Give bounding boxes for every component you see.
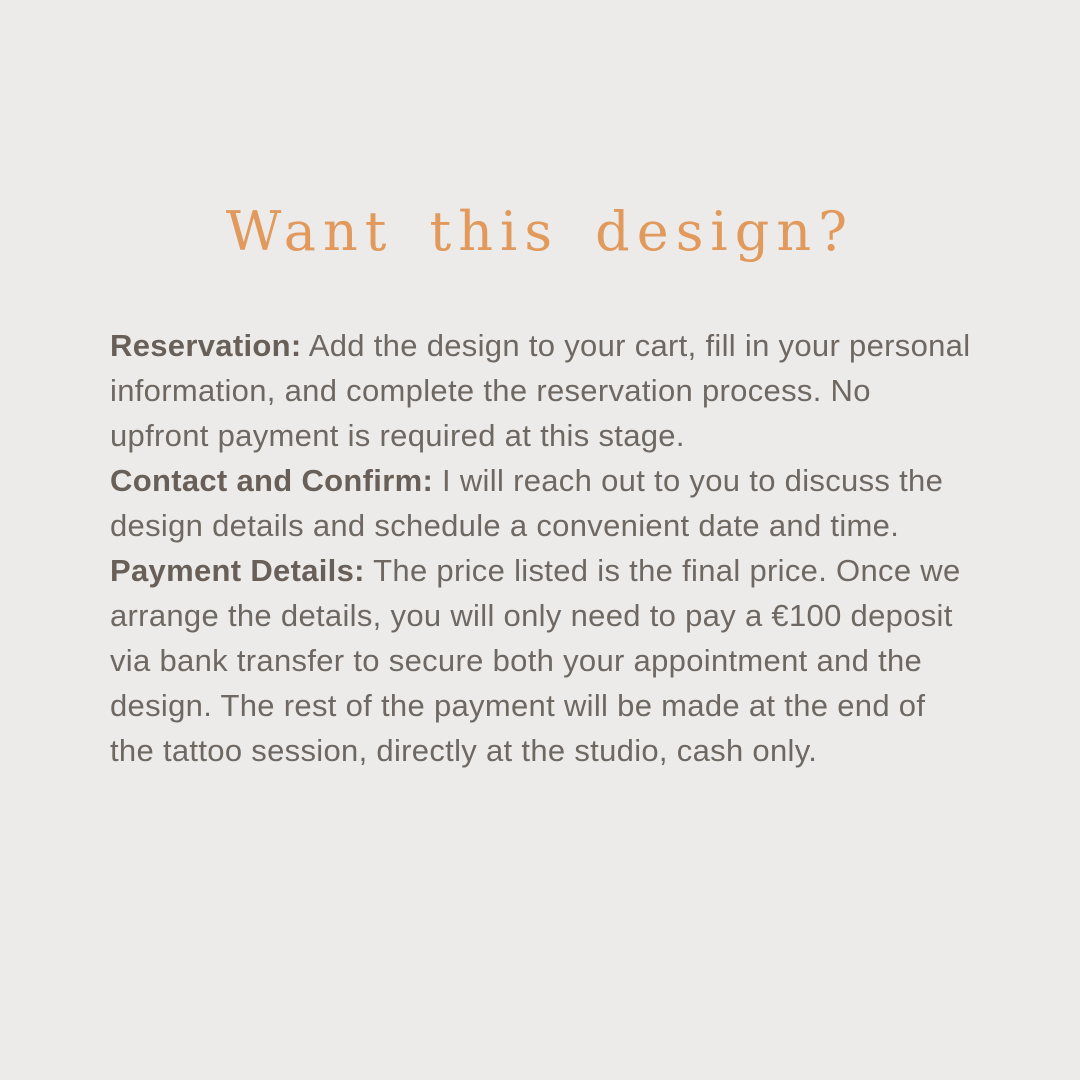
page-title: Want this design? [225, 200, 855, 263]
section-payment-details-label: Payment Details: [110, 553, 365, 588]
section-contact-confirm-label: Contact and Confirm: [110, 463, 434, 498]
section-reservation [110, 323, 972, 458]
section-reservation-label: Reservation: [110, 328, 302, 363]
body-text [110, 323, 972, 773]
section-reservation-text: Add the design to your cart, fill in your personal information, and complete the reservation process. No upfront payment is required at this stage. [110, 328, 971, 453]
section-payment-details [110, 548, 972, 773]
section-contact-confirm [110, 458, 972, 548]
section-payment-details-text: The price listed is the final price. Once we arrange the details, you will only need to pay a €100 deposit via bank transfer to secure both your appointment and the design. The rest of the payment will be made at the end of the tattoo session, directly at the studio, cash only. [110, 553, 961, 768]
section-contact-confirm-text: I will reach out to you to discuss the design details and schedule a convenient date and time. [110, 463, 944, 543]
